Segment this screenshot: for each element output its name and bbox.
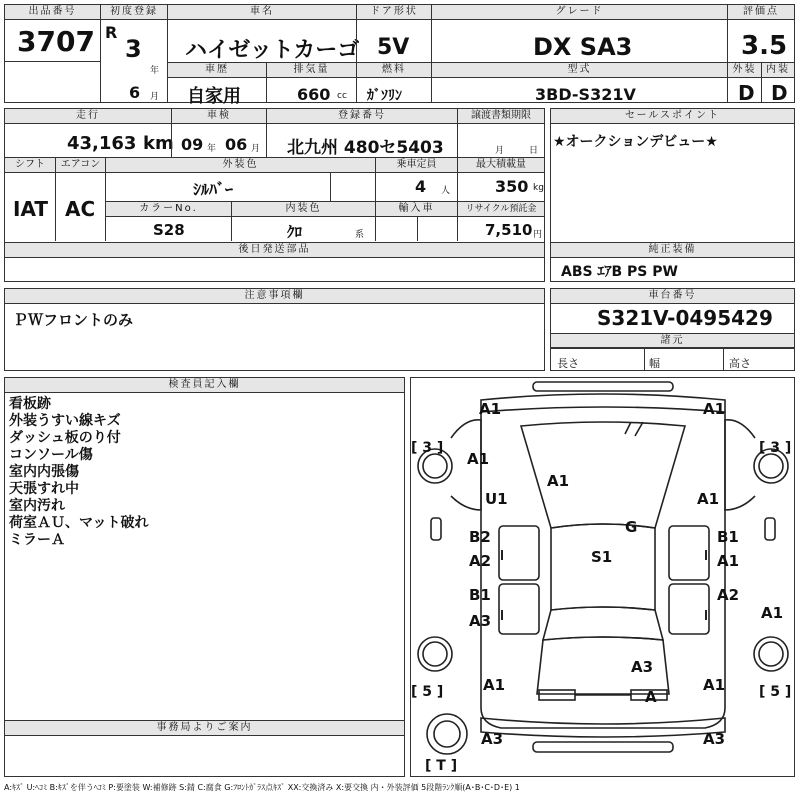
mark-rear-qtr-l: A1 bbox=[483, 676, 506, 694]
mark-door-fr-1: B1 bbox=[717, 528, 739, 546]
interior-color: ｸﾛ bbox=[287, 223, 303, 241]
intcolor-label: 内装色 bbox=[232, 202, 375, 217]
exterior-color: ｼﾙﾊﾞｰ bbox=[193, 180, 234, 199]
recycle-fee-unit: 円 bbox=[533, 230, 543, 240]
deadline-month-unit: 月 bbox=[495, 146, 505, 156]
mark-rear-bumper-r: A3 bbox=[703, 730, 726, 748]
inspector-line: 外装うすい線キズ bbox=[9, 413, 121, 429]
recycle-fee: 7,510 bbox=[485, 221, 533, 239]
tire-spare-grade: [ T ] bbox=[425, 758, 458, 774]
width-label: 幅 bbox=[649, 357, 660, 370]
mark-door-fr-2: A1 bbox=[717, 552, 740, 570]
ext-label: 外装 bbox=[728, 63, 761, 78]
history-label: 車歴 bbox=[168, 63, 266, 78]
import-label: 輸入車 bbox=[376, 202, 457, 217]
inspect-label: 車検 bbox=[172, 109, 266, 124]
reg-year: 3 bbox=[125, 35, 142, 63]
height-label: 高さ bbox=[729, 357, 751, 370]
inspector-line: 荷室ＡＵ、マット破れ bbox=[9, 515, 149, 531]
door-type: 5V bbox=[377, 35, 410, 60]
mileage-label: 走行 bbox=[5, 109, 171, 124]
interior-color-unit: 系 bbox=[355, 230, 365, 240]
equipment-label: 純正装備 bbox=[551, 243, 794, 258]
model-label: 型式 bbox=[432, 63, 727, 78]
mark-door-rr-1: A2 bbox=[717, 586, 740, 604]
inspect-month-unit: 月 bbox=[251, 144, 261, 154]
mark-fender-r: A1 bbox=[697, 490, 720, 508]
cap-label: 乗車定員 bbox=[376, 158, 457, 173]
equipment-text: ABS ｴｱB PS PW bbox=[561, 264, 678, 280]
mark-door-rl-2: A3 bbox=[469, 612, 492, 630]
mark-side-r: A1 bbox=[761, 604, 784, 622]
mark-front-bumper-l: A1 bbox=[479, 400, 502, 418]
max-load: 350 bbox=[495, 177, 529, 196]
chassis-label: 車台番号 bbox=[551, 289, 794, 304]
tire-fl-grade: [ 3 ] bbox=[411, 440, 444, 456]
mark-front-bumper-r: A1 bbox=[703, 400, 726, 418]
mark-door-fl-1: B2 bbox=[469, 528, 491, 546]
inspector-lines bbox=[9, 396, 148, 549]
mark-seat: S1 bbox=[591, 548, 613, 566]
reg-label: 初度登録 bbox=[101, 5, 167, 20]
notes-block bbox=[4, 288, 545, 371]
fuel-label: 燃料 bbox=[357, 63, 431, 78]
tire-rl-grade: [ 5 ] bbox=[411, 684, 444, 700]
length-label: 長さ bbox=[557, 357, 579, 370]
grade: DX SA3 bbox=[533, 33, 633, 61]
sales-point-text: ★オークションデビュー★ bbox=[553, 134, 718, 150]
sales-point-label: セールスポイント bbox=[551, 109, 794, 124]
spec-block bbox=[4, 108, 545, 282]
inspector-line: コンソール傷 bbox=[9, 447, 93, 463]
car-diagram bbox=[411, 378, 794, 776]
capacity: 4 bbox=[415, 177, 427, 196]
inspect-year: 09 bbox=[181, 135, 204, 154]
mark-fender-l: A1 bbox=[467, 450, 490, 468]
fuel: ｶﾞｿﾘﾝ bbox=[367, 88, 402, 104]
mileage-unit: km bbox=[143, 133, 174, 154]
reg-year-unit: 年 bbox=[150, 66, 160, 76]
disp-label: 排気量 bbox=[267, 63, 356, 78]
reg-era: R bbox=[105, 23, 118, 42]
mark-door-rl-1: B1 bbox=[469, 586, 491, 604]
tire-rr-grade: [ 5 ] bbox=[759, 684, 792, 700]
lot-label: 出品番号 bbox=[5, 5, 100, 20]
inspector-line: 室内内張傷 bbox=[9, 464, 79, 480]
colorno-label: カラーNo. bbox=[106, 202, 231, 217]
chassis-number: S321V-0495429 bbox=[597, 306, 773, 330]
load-label: 最大積載量 bbox=[458, 158, 544, 173]
inspector-line: ミラーＡ bbox=[9, 532, 65, 548]
chassis-block bbox=[550, 288, 795, 371]
plate-number: 北九州 480セ5403 bbox=[287, 138, 444, 158]
later-parts-label: 後日発送部品 bbox=[5, 243, 544, 258]
mark-roof: G bbox=[625, 518, 638, 536]
inspect-year-unit: 年 bbox=[207, 144, 217, 154]
reg-month-unit: 月 bbox=[150, 92, 160, 102]
inspector-line: 看板跡 bbox=[9, 396, 51, 412]
shift-label: シフト bbox=[5, 158, 55, 173]
capacity-unit: 人 bbox=[441, 186, 451, 196]
color-number: S28 bbox=[153, 221, 185, 239]
car-name: ハイゼットカーゴ bbox=[185, 38, 360, 63]
deadline-day-unit: 日 bbox=[529, 146, 539, 156]
car-diagram-block bbox=[410, 377, 795, 777]
mark-rear-qtr-r: A1 bbox=[703, 676, 726, 694]
ac-label: エアコン bbox=[56, 158, 105, 173]
int-label: 内装 bbox=[762, 63, 794, 78]
inspector-line: ダッシュ板のり付 bbox=[9, 430, 121, 446]
inspect-month: 06 bbox=[225, 135, 248, 154]
inspector-block bbox=[4, 377, 405, 777]
tire-fr-grade: [ 3 ] bbox=[759, 440, 792, 456]
plate-label: 登録番号 bbox=[267, 109, 457, 124]
office-label: 事務局よりご案内 bbox=[5, 721, 404, 736]
mark-rear-panel: A bbox=[645, 688, 657, 706]
deadline-label: 譲渡書類期限 bbox=[458, 109, 544, 124]
grade-label: グレード bbox=[432, 5, 727, 20]
mark-hood: A1 bbox=[547, 472, 570, 490]
color-label: 外装色 bbox=[106, 158, 375, 173]
sales-point-block bbox=[550, 108, 795, 282]
mark-rear-bumper-l: A3 bbox=[481, 730, 504, 748]
header-block bbox=[4, 4, 795, 107]
car-history: 自家用 bbox=[187, 86, 241, 107]
recycle-label: リサイクル預託金 bbox=[458, 202, 544, 217]
legend: A:ｷｽﾞ U:ﾍｺﾐ B:ｷｽﾞを伴うﾍｺﾐ P:要塗装 W:補修跡 S:錆 C:腐食 G:ﾌﾛﾝﾄｶﾞﾗｽ点ｷｽﾞ XX:交換済み X:要交換 内・外装評価 5段階ﾗﾝｸ順(A･B･C･D･E) 1 bbox=[4, 783, 520, 792]
max-load-unit: kg bbox=[533, 183, 544, 193]
ac: AC bbox=[65, 197, 96, 221]
inspector-label: 検査員記入欄 bbox=[5, 378, 404, 393]
name-label: 車名 bbox=[168, 5, 356, 20]
lot-number: 3707 bbox=[17, 25, 95, 58]
dims-label: 諸元 bbox=[551, 334, 794, 348]
score: 3.5 bbox=[741, 31, 788, 61]
notes-label: 注意事項欄 bbox=[5, 289, 544, 304]
notes-text: ＰＷフロントのみ bbox=[13, 311, 134, 329]
shift: IAT bbox=[13, 197, 49, 221]
displacement-unit: cc bbox=[337, 91, 347, 101]
mileage: 43,163 bbox=[67, 133, 137, 154]
ext-score: D bbox=[738, 81, 755, 105]
reg-month: 6 bbox=[129, 83, 141, 102]
mark-pillar-l: U1 bbox=[485, 490, 508, 508]
int-score: D bbox=[771, 81, 788, 105]
door-label: ドア形状 bbox=[357, 5, 431, 20]
displacement: 660 bbox=[297, 85, 331, 104]
mark-rear-glass: A3 bbox=[631, 658, 654, 676]
mark-door-fl-2: A2 bbox=[469, 552, 492, 570]
score-label: 評価点 bbox=[728, 5, 794, 20]
inspector-line: 天張すれ中 bbox=[9, 481, 79, 497]
inspector-line: 室内汚れ bbox=[9, 498, 65, 514]
model-code: 3BD-S321V bbox=[535, 85, 636, 104]
